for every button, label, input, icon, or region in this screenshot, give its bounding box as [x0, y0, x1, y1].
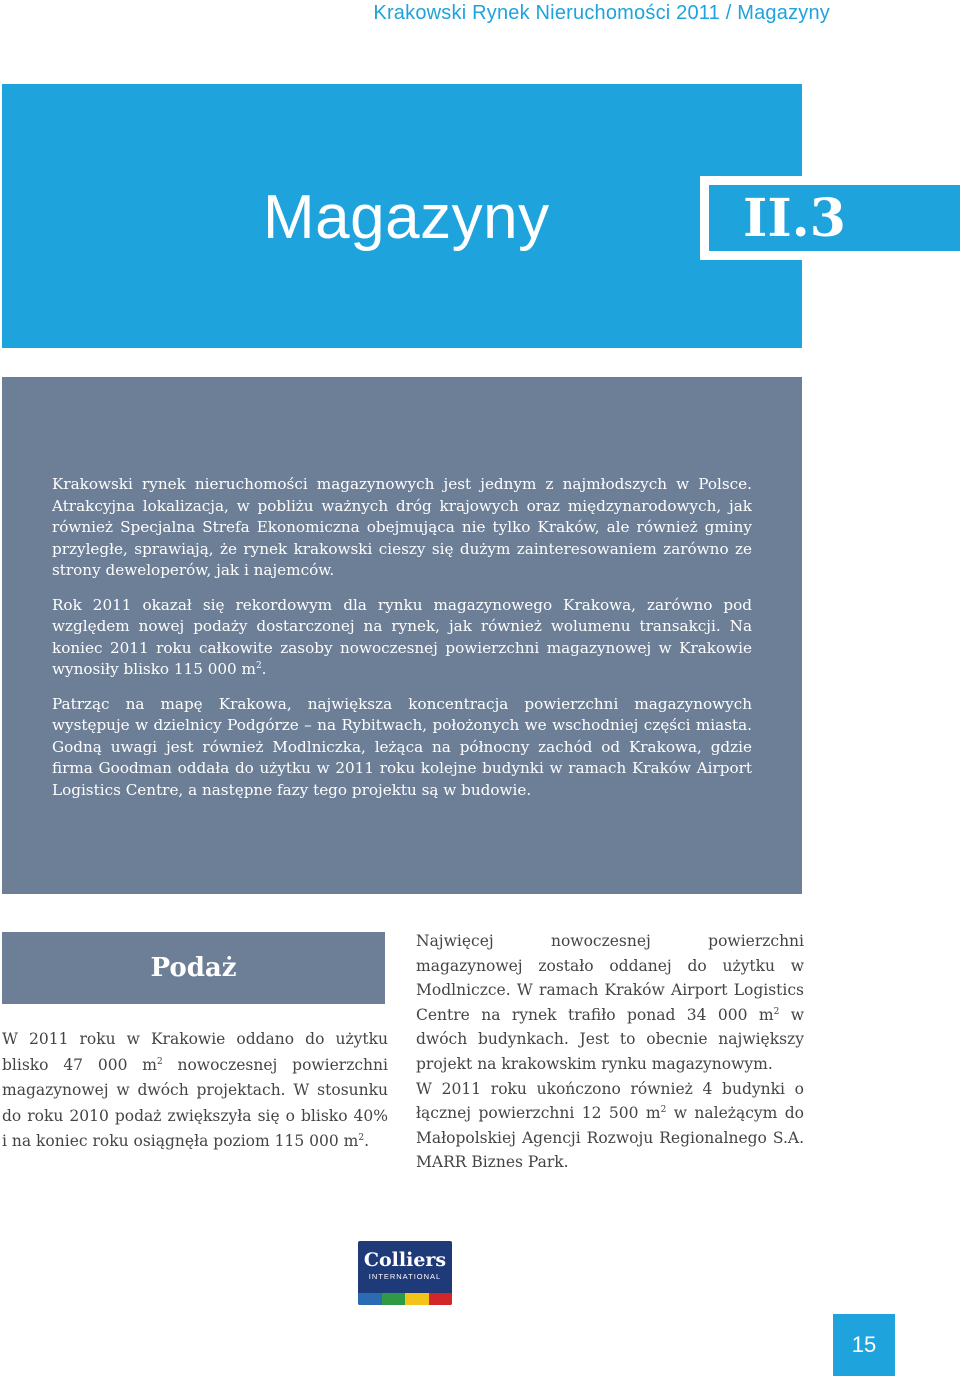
logo-stripe [358, 1293, 382, 1305]
logo-word: Colliers [363, 1249, 447, 1271]
page-title: Magazyny [263, 183, 550, 252]
logo-stripe [429, 1293, 453, 1305]
right-paragraph-1: Najwięcej nowoczesnej powierzchni magazynowej zostało oddanej do użytku w Modlniczce. W ramach Kraków Airport Logistics Centre na rynek trafiło ponad 34 000 $m^2$ w dwóch budynkach. Jest to obecnie największy projekt na krakowskim rynku magazynowym. [416, 932, 805, 1073]
intro-paragraph-2: Rok 2011 okazał się rekordowym dla rynku magazynowego Krakowa, zarówno pod względem nowej podaży dostarczonej na rynek, jak również wolumenu transakcji. Na koniec 2011 roku całkowite zasoby nowoczesnej powierzchni magazynowej w Krakowie wynosiły blisko 115 000 $m^2$. [52, 595, 752, 678]
supply-text: W 2011 roku w Krakowie oddano do użytku blisko 47 000 $m^2$ nowoczesnej powierzchni magazynowej w dwóch projektach. W stosunku do roku 2010 podaż zwiększyła się o blisko 40% i na koniec roku osiągnęła poziom 115 000 $m^2$. [2, 1030, 388, 1150]
logo-subtitle: INTERNATIONAL [368, 1272, 442, 1281]
running-header: Krakowski Rynek Nieruchomości 2011 / Magazyny [373, 2, 830, 24]
section-number: II.3 [709, 185, 960, 251]
intro-paragraph-1: Krakowski rynek nieruchomości magazynowych jest jednym z najmłodszych w Polsce. Atrakcyjna lokalizacja, w pobliżu ważnych dróg krajowych oraz międzynarodowych, jak również Specjalna Strefa Ekonomiczna obejmująca nie tylko Kraków, ale również gminy przyległe, sprawiają, że rynek krakowski cieszy się dużym zainteresowaniem zarówno ze strony deweloperów, jak i najemców. [52, 475, 752, 579]
colliers-logo [358, 1241, 452, 1305]
logo-stripes [358, 1293, 452, 1305]
intro-paragraph-3: Patrząc na mapę Krakowa, największa koncentracja powierzchni magazynowych występuje w dzielnicy Podgórze – na Rybitwach, położonych we wschodniej części miasta. Godną uwagi jest również Modlniczka, leżąca na północny zachód od Krakowa, gdzie firma Goodman oddała do użytku w 2011 roku kolejne budynki w ramach Kraków Airport Logistics Centre, a następne fazy tego projektu są w budowie. [52, 694, 752, 799]
right-paragraph-2: W 2011 roku ukończono również 4 budynki o łącznej powierzchni 12 500 $m^2$ w należącym do Małopolskiej Agencji Rozwoju Regionalnego S.A. MARR Biznes Park. [416, 1079, 804, 1172]
page-number: 15 [833, 1314, 895, 1376]
logo-stripe [382, 1293, 406, 1305]
right-column-text [416, 929, 804, 1175]
intro-text [52, 474, 752, 814]
logo-stripe [405, 1293, 429, 1305]
supply-heading: Podaż [2, 932, 385, 1004]
